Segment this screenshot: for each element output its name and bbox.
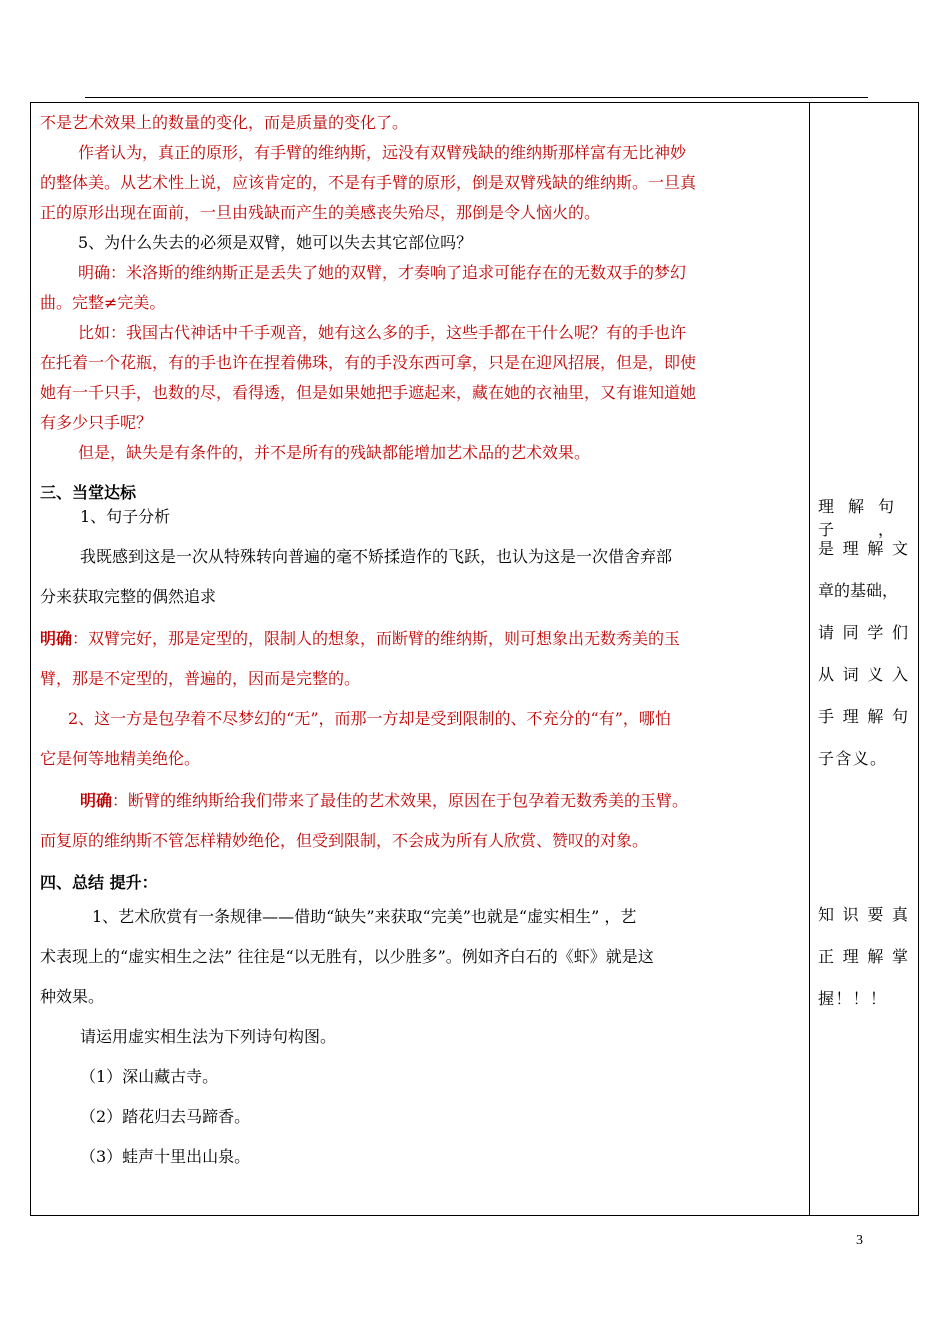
paragraph-line: 作者认为，真正的原形，有手臂的维纳斯，远没有双臂残缺的维纳斯那样富有无比神妙 [78, 143, 687, 162]
poem-item: （2）踏花归去马蹄香。 [80, 1107, 251, 1126]
paragraph-line: 正的原形出现在面前，一旦由残缺而产生的美感丧失殆尽，那倒是令人恼火的。 [40, 203, 601, 222]
answer-5: 曲。完整≠完美。 [40, 293, 166, 312]
side-note-line: 正理解掌 [818, 947, 908, 966]
poem-item: （1）深山藏古寺。 [80, 1067, 219, 1086]
side-note-line: 请同学们 [818, 623, 908, 642]
answer-2: 明确：断臂的维纳斯给我们带来了最佳的艺术效果，原因在于包孕着无数秀美的玉臂。 [80, 791, 689, 810]
header-rule [85, 97, 868, 98]
side-note-line: 子含义。 [818, 749, 886, 768]
answer-1: 明确：双臂完好，那是定型的，限制人的想象，而断臂的维纳斯，则可想象出无数秀美的玉 [40, 629, 681, 648]
question-5: 5、为什么失去的必须是双臂，她可以失去其它部位吗？ [78, 233, 473, 252]
sentence-1: 分来获取完整的偶然追求 [40, 587, 217, 606]
answer-5: 明确：米洛斯的维纳斯正是丢失了她的双臂，才奏响了追求可能存在的无数双手的梦幻 [78, 263, 687, 282]
page-number: 3 [856, 1233, 863, 1248]
item-label: 1、句子分析 [80, 507, 171, 526]
conclusion-paragraph: 但是，缺失是有条件的，并不是所有的残缺都能增加艺术品的艺术效果。 [78, 443, 591, 462]
sentence-1: 我既感到这是一次从特殊转向普遍的毫不矫揉造作的飞跃，也认为这是一次借舍弃部 [80, 547, 673, 566]
example-paragraph: 比如：我国古代神话中千手观音，她有这么多的手，这些手都在干什么呢？有的手也许 [78, 323, 687, 342]
side-note-line: 是理解文 [818, 539, 908, 558]
task-instruction: 请运用虚实相生法为下列诗句构图。 [80, 1027, 337, 1046]
section-heading: 三、当堂达标 [40, 483, 137, 502]
poem-item: （3）蛙声十里出山泉。 [80, 1147, 251, 1166]
example-paragraph: 有多少只手呢？ [40, 413, 153, 432]
section-heading: 四、总结 提升： [40, 873, 158, 892]
answer-label: 明确 [80, 791, 113, 810]
summary-paragraph: 种效果。 [40, 987, 105, 1006]
side-note-line: 从词义入 [818, 665, 908, 684]
answer-1: 臂，那是不定型的，普遍的，因而是完整的。 [40, 669, 361, 688]
summary-paragraph: 1、艺术欣赏有一条规律——借助“缺失”来获取“完美”也就是“虚实相生” ，艺 [92, 907, 637, 926]
paragraph-line: 不是艺术效果上的数量的变化，而是质量的变化了。 [40, 113, 409, 132]
paragraph-line: 的整体美。从艺术性上说，应该肯定的，不是有手臂的原形，倒是双臂残缺的维纳斯。一旦真 [40, 173, 697, 192]
example-paragraph: 她有一千只手，也数的尽，看得透，但是如果她把手遮起来，藏在她的衣袖里，又有谁知道她 [40, 383, 697, 402]
example-paragraph: 在托着一个花瓶，有的手也许在捏着佛珠，有的手没东西可拿，只是在迎风招展，但是，即使 [40, 353, 697, 372]
answer-2: 而复原的维纳斯不管怎样精妙绝伦，但受到限制，不会成为所有人欣赏、赞叹的对象。 [40, 831, 649, 850]
sentence-2: 2、这一方是包孕着不尽梦幻的“无”，而那一方却是受到限制的、不充分的“有”，哪怕 [68, 709, 671, 728]
side-notes-column [818, 108, 912, 1208]
answer-label: 明确 [40, 629, 73, 648]
table-column-divider [809, 102, 810, 1216]
side-note-line: 手理解句 [818, 707, 908, 726]
side-note-line: 理解句子， [818, 497, 894, 539]
side-note-line: 章的基础， [818, 581, 899, 600]
side-note-line: 知识要真 [818, 905, 908, 924]
sentence-2: 它是何等地精美绝伦。 [40, 749, 201, 768]
side-note-line: 握！！！ [818, 989, 886, 1008]
summary-paragraph: 术表现上的“虚实相生之法” 往往是“以无胜有，以少胜多”。例如齐白石的《虾》就是这 [40, 947, 654, 966]
